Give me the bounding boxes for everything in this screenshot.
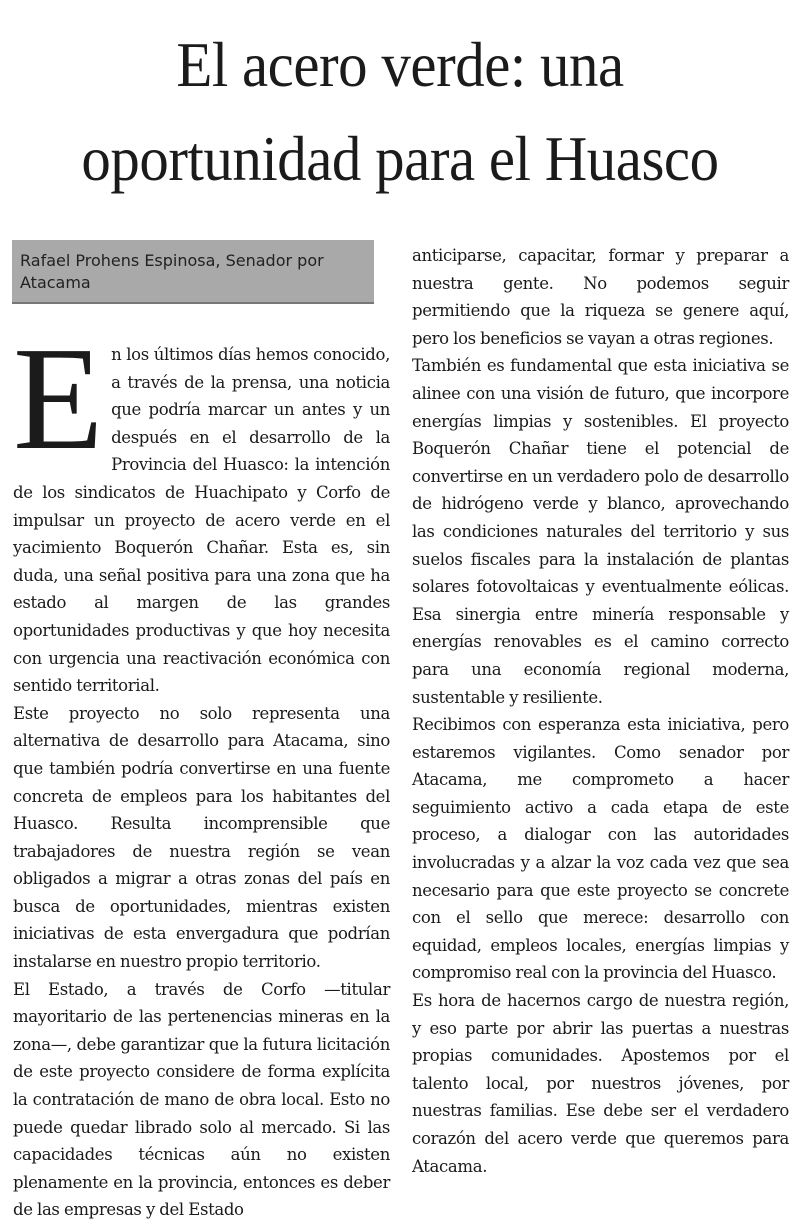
paragraph-text: n los últimos días hemos conocido, a través de la prensa, una noticia que podría marcar un antes y un después en el desarrollo de la Provincia del Huasco: la intención de los sindicatos de Huachipato y Corfo de impulsar un proyecto de acero verde en el yacimiento Boquerón Chañar. Esta es, sin duda, una señal positiva para una zona que ha estado al margen de las grandes oportunidades productivas y que hoy necesita con urgencia una reactivación económica con sentido territorial.	[13, 345, 390, 696]
paragraph: Recibimos con esperanza esta iniciativa, pero estaremos vigilantes. Como senador por Atacama, me comprometo a hacer seguimiento activo a cada etapa de este proceso, a dialogar con las autoridades involucradas y a alzar la voz cada vez que sea necesario para que este proyecto se concrete con el sello que merece: desarrollo con equidad, empleos locales, energías limpias y compromiso real con la provincia del Huasco.	[412, 715, 789, 983]
paragraph: anticiparse, capacitar, formar y preparar a nuestra gente. No podemos seguir permitiendo que la riqueza se genere aquí, pero los beneficios se vayan a otras regiones.	[412, 246, 789, 348]
paragraph	[13, 317, 390, 700]
paragraph: Este proyecto no solo representa una alternativa de desarrollo para Atacama, sino que también podría convertirse en una fuente concreta de empleos para los habitantes del Huasco. Resulta incomprensible que trabajadores de nuestra región se vean obligados a migrar a otras zonas del país en busca de oportunidades, mientras existen iniciativas de esta envergadura que podrían instalarse en nuestro propio territorio.	[13, 703, 390, 972]
headline: El acero verde: una oportunidad para el Huasco	[81, 29, 719, 194]
article-column-left	[13, 317, 390, 1224]
paragraph: El Estado, a través de Corfo —titular mayoritario de las pertenencias mineras en la zona—, debe garantizar que la futura licitación de este proyecto considere de forma explícita la contratación de mano de obra local. Esto no puede quedar librado solo al mercado. Si las capacidades técnicas aún no existen plenamente en la provincia, entonces es deber de las empresas y del Estado	[13, 979, 390, 1220]
drop-cap: E	[13, 317, 104, 481]
byline: Rafael Prohens Espinosa, Senador por Atacama	[12, 240, 374, 304]
paragraph: Es hora de hacernos cargo de nuestra región, y eso parte por abrir las puertas a nuestras propias comunidades. Apostemos por el talento local, por nuestros jóvenes, por nuestras familias. Ese debe ser el verdadero corazón del acero verde que queremos para Atacama.	[412, 991, 789, 1176]
article-column-right	[412, 242, 789, 1180]
paragraph: También es fundamental que esta iniciativa se alinee con una visión de futuro, que incorpore energías limpias y sostenibles. El proyecto Boquerón Chañar tiene el potencial de convertirse en un verdadero polo de desarrollo de hidrógeno verde y blanco, aprovechando las condiciones naturales del territorio y sus suelos fiscales para la instalación de plantas solares fotovoltaicas y eventualmente eólicas. Esa sinergia entre minería responsable y energías renovables es el camino correcto para una economía regional moderna, sustentable y resiliente.	[412, 356, 789, 707]
